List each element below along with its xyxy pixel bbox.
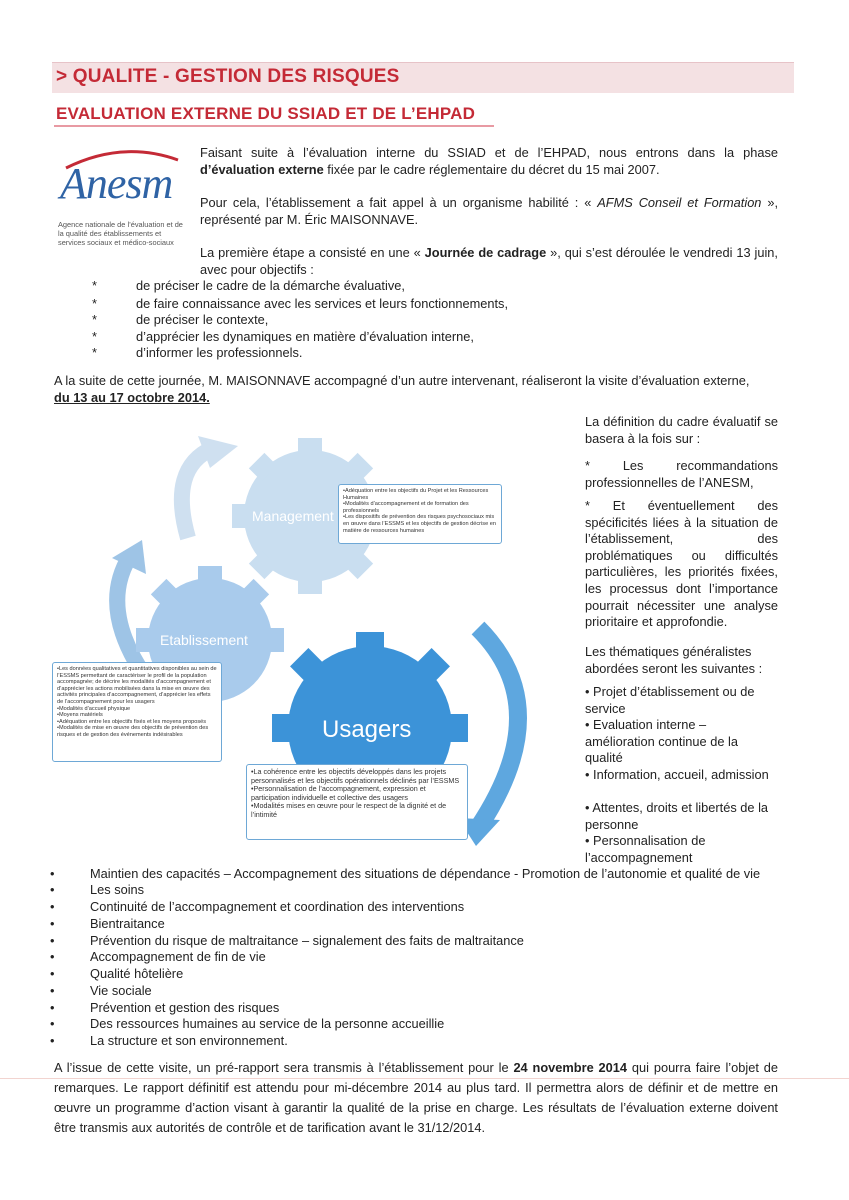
list-item: • Qualité hôtelière: [50, 966, 184, 981]
list-item: • Prévention du risque de maltraitance – signalement des faits de maltraitance: [50, 933, 524, 948]
intro-paragraph-3: La première étape a consisté en une « Journée de cadrage », qui s’est déroulée le vendredi 13 juin, avec pour objectifs :: [200, 245, 778, 277]
list-item: * d’informer les professionnels.: [92, 345, 303, 360]
right-column-theme: • Attentes, droits et libertés de la personne: [585, 800, 769, 832]
usagers-label: Usagers: [322, 716, 412, 743]
list-item: • Accompagnement de fin de vie: [50, 949, 266, 964]
right-column-basis-1: * Les recommandations professionnelles de l’ANESM,: [585, 458, 778, 490]
usagers-box: •La cohérence entre les objectifs développés dans les projets personnalisés et les objectifs opérationnels déclinés par l’ESSMS •Personnalisation de l’accompagnement, expression et participation individuelle et collective des usagers •Modalités mises en œuvre pour le respect de la dignité et de l’intimité: [246, 764, 468, 840]
right-column-theme: • Evaluation interne – amélioration continue de la qualité: [585, 717, 738, 766]
list-item: * de préciser le contexte,: [92, 312, 269, 327]
list-item: • Continuité de l’accompagnement et coordination des interventions: [50, 899, 465, 914]
arrow-right: [478, 628, 518, 828]
arrow-left: [117, 556, 146, 678]
arrow-top-head: [198, 436, 238, 468]
list-item: • Prévention et gestion des risques: [50, 1000, 280, 1015]
section-title: > QUALITE - GESTION DES RISQUES: [56, 66, 400, 87]
management-box: •Adéquation entre les objectifs du Projet et les Ressources Humaines •Modalités d’accompagnement et de formation des professionnels •Les dispositifs de prévention des risques psychosociaux mis en œuvre dans l’ESSMS et les objectifs de gestion décrise en matière de ressources humaines: [338, 484, 502, 544]
right-column-themes-intro: Les thématiques généralistes abordées seront les suivantes :: [585, 644, 763, 676]
etablissement-box: •Les données qualitatives et quantitatives disponibles au sein de l’ESSMS permettant de caractériser le profil de la population accompagnée; de décrire les modalités d’accompagnement et d’apprécier les actions mobilisées dans la mise en œuvre des activités principales d’accompagnement, d’apprécier les effets de l’accompagnement pour les usagers •Modalités d’accueil physique •Moyens matériels •Adéquation entre les objectifs fixés et les moyens proposés •Modalités de mise en œuvre des objectifs de prévention des risques et de gestion des événements indésirables: [52, 662, 222, 762]
page-subtitle: EVALUATION EXTERNE DU SSIAD ET DE L’EHPAD: [56, 104, 476, 123]
anesm-logo-tagline: Agence nationale de l’évaluation et de la qualité des établissements et services sociaux et médico-sociaux: [58, 220, 183, 247]
list-item: • La structure et son environnement.: [50, 1033, 288, 1048]
list-item: • Les soins: [50, 882, 145, 897]
intro-paragraph-1: Faisant suite à l’évaluation interne du SSIAD et de l’EHPAD, nous entrons dans la phase d’évaluation externe fixée par le cadre réglementaire du décret du 15 mai 2007.: [200, 145, 778, 177]
evaluation-gears-diagram: [38, 428, 578, 864]
list-item: * d’apprécier les dynamiques en matière d’évaluation interne,: [92, 329, 474, 344]
right-column-theme: • Projet d’établissement ou de service: [585, 684, 755, 716]
right-column-intro: La définition du cadre évaluatif se basera à la fois sur :: [585, 414, 778, 446]
conclusion-paragraph: A l’issue de cette visite, un pré-rapport sera transmis à l’établissement pour le 24 novembre 2014 qui pourra faire l’objet de remarques. Le rapport définitif est attendu pour mi-décembre 2014 au plus tard. Il permettra alors de définir et de mettre en œuvre un programme d’action visant à garantir la qualité de la prise en charge. Les résultats de l’évaluation externe doivent être transmis aux autorités de contrôle et de tarification avant le 31/12/2014.: [54, 1060, 778, 1135]
list-item: * de préciser le cadre de la démarche évaluative,: [92, 278, 405, 293]
intro-paragraph-2: Pour cela, l’établissement a fait appel à un organisme habilité : « AFMS Conseil et Formation », représenté par M. Éric MAISONNAVE.: [200, 195, 779, 227]
visit-paragraph: A la suite de cette journée, M. MAISONNAVE accompagné d’un autre intervenant, réaliseront la visite d’évaluation externe, du 13 au 17 octobre 2014.: [54, 373, 750, 405]
list-item: • Des ressources humaines au service de la personne accueillie: [50, 1016, 445, 1031]
list-item: • Vie sociale: [50, 983, 152, 998]
right-column-basis-2: * Et éventuellement des spécificités liées à la situation de l’établissement, des problématiques ou difficultés particulières, les priorités fixées, les processus dont l’importance pourrait nécessiter une analyse prioritaire et approfondie.: [585, 498, 778, 630]
subtitle-underline: [54, 125, 494, 127]
management-label: Management: [252, 508, 334, 524]
anesm-logo-word: Anesm: [60, 159, 173, 208]
right-column-theme: • Information, accueil, admission: [585, 767, 769, 782]
list-item: • Bientraitance: [50, 916, 165, 931]
etablissement-label: Etablissement: [160, 632, 248, 648]
list-item: • Maintien des capacités – Accompagnement des situations de dépendance - Promotion de l’autonomie et qualité de vie: [50, 866, 761, 881]
list-item: * de faire connaissance avec les services et leurs fonctionnements,: [92, 296, 509, 311]
right-column-theme: • Personnalisation de l’accompagnement: [585, 833, 706, 865]
